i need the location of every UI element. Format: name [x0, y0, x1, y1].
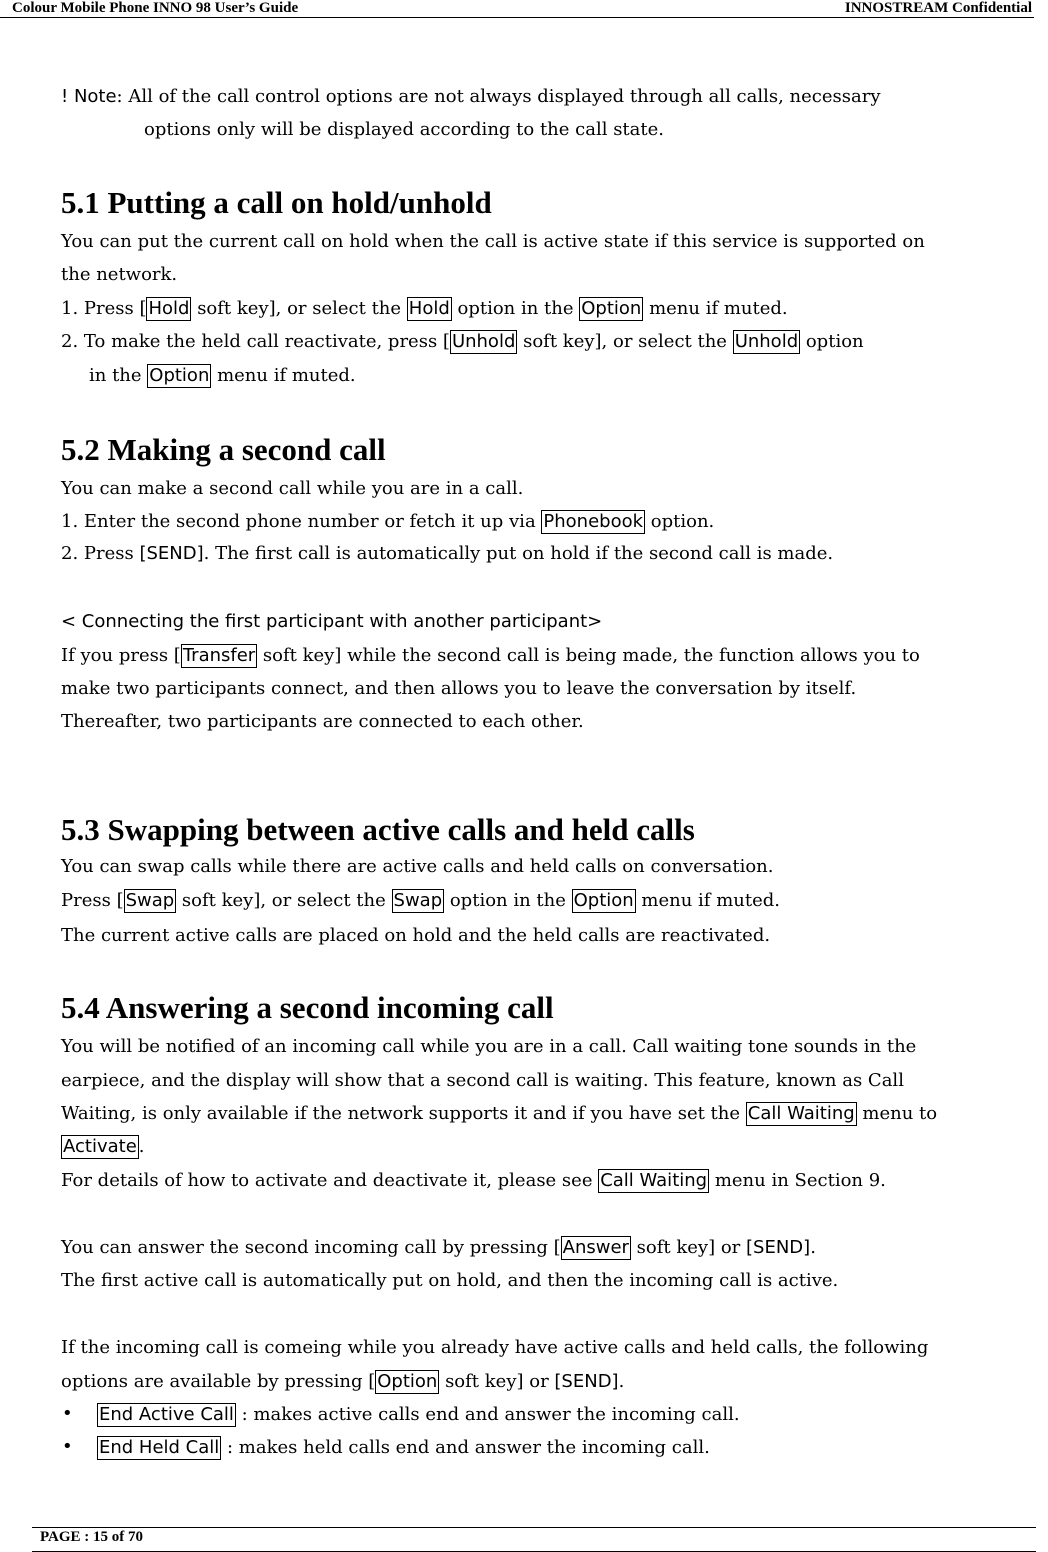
unhold-key-label: Unhold	[451, 331, 516, 352]
option-menu-label: Option	[149, 365, 210, 386]
section-title-5-4: 5.4 Answering a second incoming call	[61, 990, 554, 1025]
s53-para-2: Press [ Swap soft key], or select the Swap option in the Option menu if muted.	[61, 890, 780, 911]
s54-para-3: Waiting, is only available if the network supports it and if you have set the Call Waiting menu to	[61, 1103, 938, 1124]
send-key-label: [SEND]	[746, 1237, 811, 1258]
call-waiting-menu-label: Call Waiting	[747, 1103, 855, 1124]
section-title-5-2: 5.2 Making a second call	[61, 432, 386, 467]
s51-step-1: 1. Press [ Hold soft key], or select the Hold option in the Option menu if muted.	[61, 298, 788, 319]
s53-para-3: The current active calls are placed on hold and the held calls are reactivated.	[61, 925, 771, 946]
s51-step-2: 2. To make the held call reactivate, press [ Unhold soft key], or select the Unhold option	[61, 331, 864, 352]
end-active-call-option-label: End Active Call	[99, 1404, 234, 1425]
bullet-item: End Held Call : makes held calls end and answer the incoming call.	[99, 1437, 710, 1458]
s53-para-1: You can swap calls while there are active calls and held calls on conversation.	[61, 856, 774, 877]
s52-transfer-line-3: Thereafter, two participants are connected to each other.	[61, 711, 584, 732]
phonebook-option-label: Phonebook	[543, 511, 644, 532]
s52-transfer-line-2: make two participants connect, and then allows you to leave the conversation by itself.	[61, 678, 857, 699]
s52-transfer-line-1: If you press [ Transfer soft key] while the second call is being made, the function allows you to	[61, 645, 920, 666]
s54-para-6: You can answer the second incoming call by pressing [ Answer soft key] or [SEND].	[61, 1237, 816, 1258]
note-line-1: ! Note: All of the call control options are not always displayed through all calls, necessary	[61, 86, 881, 107]
hold-key-label: Hold	[148, 298, 190, 319]
s51-para-1: You can put the current call on hold when the call is active state if this service is supported on	[61, 231, 925, 252]
s54-para-8: If the incoming call is comeing while you already have active calls and held calls, the following	[61, 1337, 929, 1358]
unhold-option-label: Unhold	[734, 331, 799, 352]
bullet-icon: •	[62, 1403, 73, 1424]
swap-option-label: Swap	[393, 890, 443, 911]
s54-para-2: earpiece, and the display will show that a second call is waiting. This feature, known as Call	[61, 1070, 904, 1091]
answer-key-label: Answer	[562, 1237, 629, 1258]
s52-para-1: You can make a second call while you are in a call.	[61, 478, 524, 499]
note-line-2: options only will be displayed according to the call state.	[144, 119, 665, 140]
bullet-icon: •	[62, 1436, 73, 1457]
header-confidential: INNOSTREAM Confidential	[844, 0, 1032, 16]
section-title-5-1: 5.1 Putting a call on hold/unhold	[61, 185, 492, 220]
s51-para-2: the network.	[61, 264, 178, 285]
s51-step-2-cont: in the Option menu if muted.	[89, 365, 356, 386]
send-key-label: [SEND]	[139, 543, 204, 564]
s52-step-2: 2. Press [SEND]. The first call is automatically put on hold if the second call is made.	[61, 543, 834, 564]
header-title: Colour Mobile Phone INNO 98 User’s Guide	[12, 0, 299, 16]
send-key-label: [SEND]	[554, 1371, 619, 1392]
s54-para-9: options are available by pressing [ Option soft key] or [SEND].	[61, 1371, 625, 1392]
call-waiting-menu-label: Call Waiting	[600, 1170, 708, 1191]
option-key-label: Option	[377, 1371, 438, 1392]
s54-para-4: Activate .	[63, 1136, 145, 1157]
option-menu-label: Option	[581, 298, 642, 319]
bullet-item: End Active Call : makes active calls end and answer the incoming call.	[99, 1404, 740, 1425]
swap-key-label: Swap	[125, 890, 175, 911]
section-title-5-3: 5.3 Swapping between active calls and held calls	[61, 812, 695, 847]
note-label: ! Note	[61, 86, 117, 107]
page-header	[0, 0, 1034, 18]
s52-step-1: 1. Enter the second phone number or fetch it up via Phonebook option.	[61, 511, 715, 532]
hold-option-label: Hold	[408, 298, 450, 319]
end-held-call-option-label: End Held Call	[99, 1437, 220, 1458]
s54-para-1: You will be notified of an incoming call while you are in a call. Call waiting tone sounds in the	[61, 1036, 917, 1057]
transfer-key-label: Transfer	[182, 645, 256, 666]
activate-option-label: Activate	[63, 1136, 137, 1157]
s52-subheading: < Connecting the first participant with another participant>	[61, 611, 603, 632]
page-number: PAGE : 15 of 70	[40, 1529, 144, 1545]
page-footer	[32, 1527, 1036, 1552]
s54-para-5: For details of how to activate and deactivate it, please see Call Waiting menu in Section 9.	[61, 1170, 886, 1191]
s54-para-7: The first active call is automatically put on hold, and then the incoming call is active.	[61, 1270, 839, 1291]
option-menu-label: Option	[573, 890, 634, 911]
